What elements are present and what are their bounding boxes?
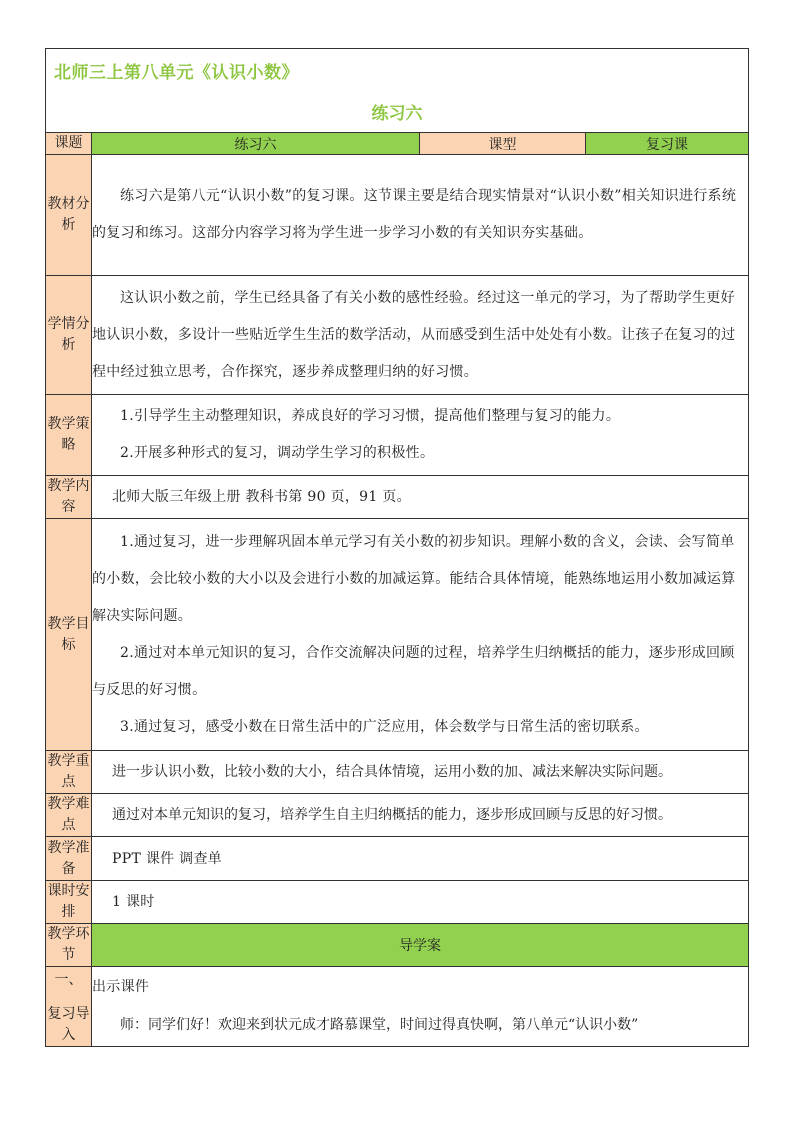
- section-one-line2: 师：同学们好！欢迎来到状元成才路慕课堂，时间过得真快啊，第八单元“认识小数”: [120, 1017, 639, 1033]
- student-analysis-row: [46, 276, 749, 395]
- student-analysis-text: 这认识小数之前，学生已经具备了有关小数的感性经验。经过这一单元的学习，为了帮助学生更好地认识小数，多设计一些贴近学生生活的数学活动，从而感受到生活中处处有小数。让孩子在复习的过程中经过独立思考，合作探究，逐步养成整理归纳的好习惯。: [92, 289, 736, 380]
- topic-value: 练习六: [92, 133, 420, 155]
- goal-item: 2.通过对本单元知识的复习，合作交流解决问题的过程，培养学生归纳概括的能力，逐步形成回顾与反思的好习惯。: [92, 644, 735, 698]
- goal-item: 3.通过复习，感受小数在日常生活中的广泛应用，体会数学与日常生活的密切联系。: [120, 718, 649, 735]
- goals-row: [46, 519, 749, 751]
- difficulties-cell: [92, 794, 749, 837]
- header-cell: [46, 49, 749, 133]
- hours-cell: [92, 881, 749, 924]
- preparation-cell: [92, 837, 749, 881]
- type-label: 课型: [420, 133, 586, 155]
- difficulties-row: [46, 794, 749, 837]
- hours-label: 课时安排: [46, 881, 92, 924]
- lesson-plan-table: [45, 48, 749, 1047]
- difficulties-text: 通过对本单元知识的复习，培养学生自主归纳概括的能力，逐步形成回顾与反思的好习惯。: [112, 807, 672, 823]
- strategy-row: [46, 395, 749, 476]
- content-label: 教学内容: [46, 476, 92, 519]
- content-cell: [92, 476, 749, 519]
- section-one-cell: [92, 967, 749, 1047]
- student-analysis-label: 学情分析: [46, 276, 92, 395]
- textbook-analysis-label: 教材分析: [46, 155, 92, 276]
- difficulties-label: 教学难点: [46, 794, 92, 837]
- section-one-name: 复习导入: [47, 1006, 90, 1043]
- key-points-row: [46, 751, 749, 794]
- student-analysis-cell: [92, 276, 749, 395]
- strategy-item: 2.开展多种形式的复习，调动学生学习的积极性。: [120, 445, 435, 461]
- lesson-plan-document: [45, 48, 748, 1047]
- hours-row: [46, 881, 749, 924]
- preparation-label: 教学准备: [46, 837, 92, 881]
- process-label: 教学环节: [46, 924, 92, 967]
- document-title: 北师三上第八单元《认识小数》: [54, 63, 299, 83]
- topic-label: 课题: [46, 133, 92, 155]
- lesson-title: 练习六: [371, 104, 423, 124]
- topic-row: [46, 133, 749, 155]
- content-row: [46, 476, 749, 519]
- key-points-cell: [92, 751, 749, 794]
- key-points-label: 教学重点: [46, 751, 92, 794]
- key-points-text: 进一步认识小数，比较小数的大小，结合具体情境，运用小数的加、减法来解决实际问题。: [112, 764, 672, 780]
- textbook-analysis-text: 练习六是第八元“认识小数”的复习课。这节课主要是结合现实情景对“认识小数”相关知识进行系统的复习和练习。这部分内容学习将为学生进一步学习小数的有关知识夯实基础。: [92, 188, 737, 241]
- strategy-label: 教学策略: [46, 395, 92, 476]
- process-row: [46, 924, 749, 967]
- textbook-analysis-cell: [92, 155, 749, 276]
- preparation-row: [46, 837, 749, 881]
- preparation-text: PPT 课件 调查单: [112, 850, 223, 867]
- header-row: [46, 49, 749, 133]
- section-one-label: [46, 967, 92, 1047]
- strategy-item: 1.引导学生主动整理知识，养成良好的学习习惯，提高他们整理与复习的能力。: [120, 408, 621, 424]
- textbook-analysis-row: [46, 155, 749, 276]
- goals-cell: [92, 519, 749, 751]
- hours-text: 1 课时: [112, 894, 155, 910]
- section-one-row: [46, 967, 749, 1047]
- section-one-number: 一、: [54, 972, 83, 988]
- goal-item: 1.通过复习，进一步理解巩固本单元学习有关小数的初步知识。理解小数的含义，会读、会写简单的小数，会比较小数的大小以及会进行小数的加减运算。能结合具体情境，能熟练地运用小数加减运算解决实际问题。: [92, 533, 736, 624]
- content-text: 北师大版三年级上册 教科书第 90 页，91 页。: [112, 489, 411, 505]
- section-one-line1: 出示课件: [92, 979, 150, 995]
- goals-label: 教学目标: [46, 519, 92, 751]
- process-heading: 导学案: [92, 924, 749, 967]
- type-value: 复习课: [586, 133, 749, 155]
- strategy-cell: [92, 395, 749, 476]
